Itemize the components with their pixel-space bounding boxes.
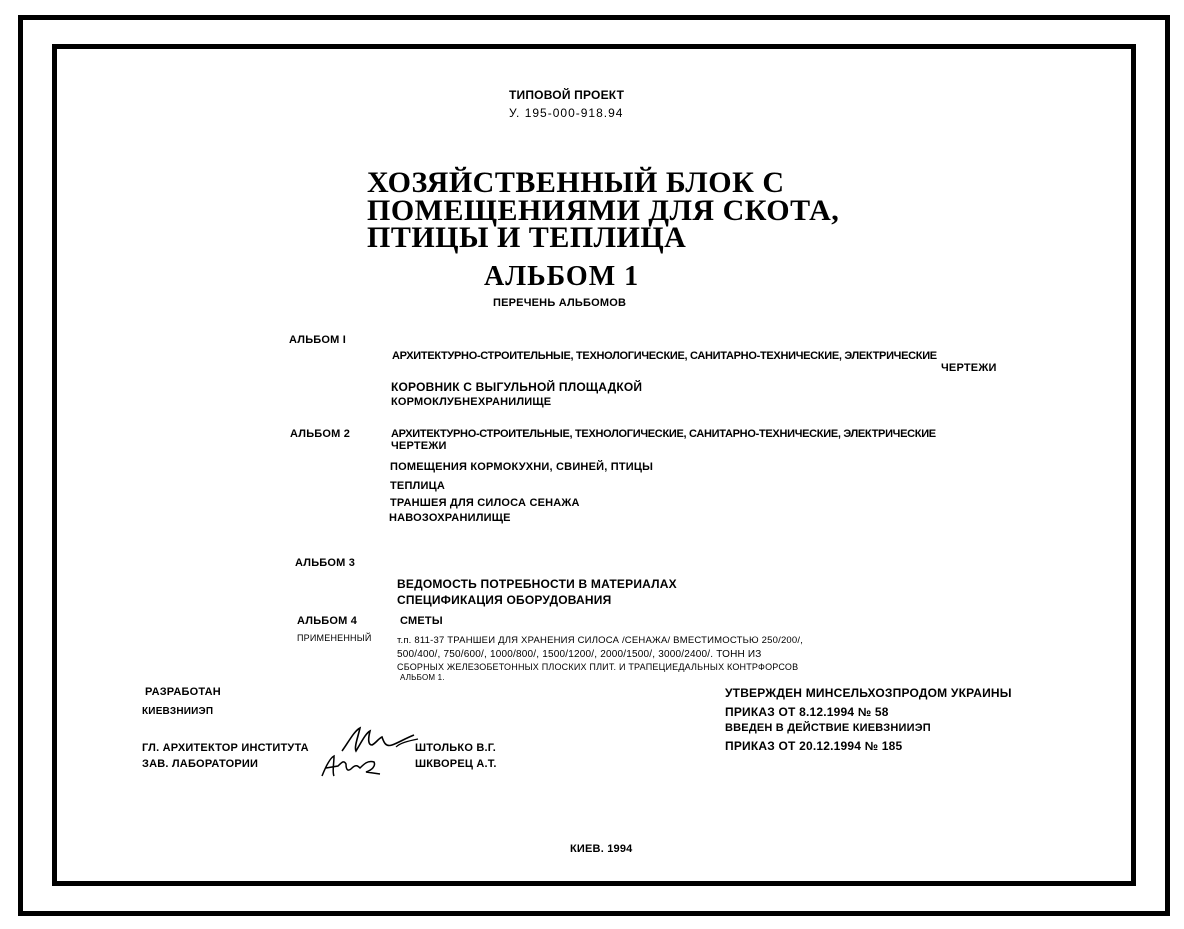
album-4-label: АЛЬБОМ 4 xyxy=(297,615,358,627)
album-heading: АЛЬБОМ 1 xyxy=(484,261,640,292)
signature-lab-head xyxy=(318,750,390,782)
album-1-line: КОРМОКЛУБНЕХРАНИЛИЩЕ xyxy=(391,396,552,408)
album-2-line: НАВОЗОХРАНИЛИЩЕ xyxy=(389,512,511,524)
chief-architect-role: ГЛ. АРХИТЕКТОР ИНСТИТУТА xyxy=(142,742,309,754)
order-2: ПРИКАЗ ОТ 20.12.1994 № 185 xyxy=(725,739,903,753)
album-2-line: ТРАНШЕЯ ДЛЯ СИЛОСА СЕНАЖА xyxy=(390,497,580,509)
lab-head-name: ШКВОРЕЦ А.Т. xyxy=(415,758,497,770)
applied-line: АЛЬБОМ 1. xyxy=(400,673,445,682)
applied-line: 500/400/, 750/600/, 1000/800/, 1500/1200/, 2000/1500/, 3000/2400/. ТОНН ИЗ xyxy=(397,649,762,660)
applied-line: т.п. 811-37 ТРАНШЕИ ДЛЯ ХРАНЕНИЯ СИЛОСА /СЕНАЖА/ ВМЕСТИМОСТЬЮ 250/200/, xyxy=(397,635,804,646)
chief-architect-name: ШТОЛЬКО В.Г. xyxy=(415,742,497,754)
lab-head-role: ЗАВ. ЛАБОРАТОРИИ xyxy=(142,758,259,770)
album-2-line: ЧЕРТЕЖИ xyxy=(391,440,447,452)
approved-by: УТВЕРЖДЕН МИНСЕЛЬХОЗПРОДОМ УКРАИНЫ xyxy=(725,686,1012,700)
order-1: ПРИКАЗ ОТ 8.12.1994 № 58 xyxy=(725,705,889,719)
album-3-line: СПЕЦИФИКАЦИЯ ОБОРУДОВАНИЯ xyxy=(397,593,612,607)
place-year: КИЕВ. 1994 xyxy=(570,843,633,855)
applied-line: СБОРНЫХ ЖЕЛЕЗОБЕТОННЫХ ПЛОСКИХ ПЛИТ. И ТРАПЕЦИЕДАЛЬНЫХ КОНТРФОРСОВ xyxy=(397,662,799,672)
applied-label: ПРИМЕНЕННЫЙ xyxy=(297,633,372,643)
developer-label: РАЗРАБОТАН xyxy=(145,686,221,698)
album-3-label: АЛЬБОМ 3 xyxy=(295,557,356,569)
album-1-line: АРХИТЕКТУРНО-СТРОИТЕЛЬНЫЕ, ТЕХНОЛОГИЧЕСКИЕ, САНИТАРНО-ТЕХНИЧЕСКИЕ, ЭЛЕКТРИЧЕСКИЕ xyxy=(392,350,937,362)
album-1-label: АЛЬБОМ I xyxy=(289,334,347,346)
title-line-1: ХОЗЯЙСТВЕННЫЙ БЛОК С xyxy=(367,166,785,199)
list-heading: ПЕРЕЧЕНЬ АЛЬБОМОВ xyxy=(493,297,627,309)
album-2-line: ПОМЕЩЕНИЯ КОРМОКУХНИ, СВИНЕЙ, ПТИЦЫ xyxy=(390,461,654,473)
developer-org: КИЕВЗНИИЭП xyxy=(142,706,214,717)
album-1-line: КОРОВНИК С ВЫГУЛЬНОЙ ПЛОЩАДКОЙ xyxy=(391,380,643,394)
project-code: У. 195-000-918.94 xyxy=(509,106,624,120)
title-line-3: ПТИЦЫ И ТЕПЛИЦА xyxy=(367,221,687,254)
introduced-by: ВВЕДЕН В ДЕЙСТВИЕ КИЕВЗНИИЭП xyxy=(725,722,931,734)
album-2-label: АЛЬБОМ 2 xyxy=(290,428,351,440)
album-1-line: ЧЕРТЕЖИ xyxy=(941,362,997,374)
album-3-line: ВЕДОМОСТЬ ПОТРЕБНОСТИ В МАТЕРИАЛАХ xyxy=(397,577,677,591)
album-2-line: АРХИТЕКТУРНО-СТРОИТЕЛЬНЫЕ, ТЕХНОЛОГИЧЕСКИЕ, САНИТАРНО-ТЕХНИЧЕСКИЕ, ЭЛЕКТРИЧЕСКИЕ xyxy=(391,428,936,440)
album-4-line: СМЕТЫ xyxy=(400,615,443,627)
project-kind: ТИПОВОЙ ПРОЕКТ xyxy=(509,88,625,102)
album-2-line: ТЕПЛИЦА xyxy=(390,480,445,492)
title-line-2: ПОМЕЩЕНИЯМИ ДЛЯ СКОТА, xyxy=(367,194,840,227)
